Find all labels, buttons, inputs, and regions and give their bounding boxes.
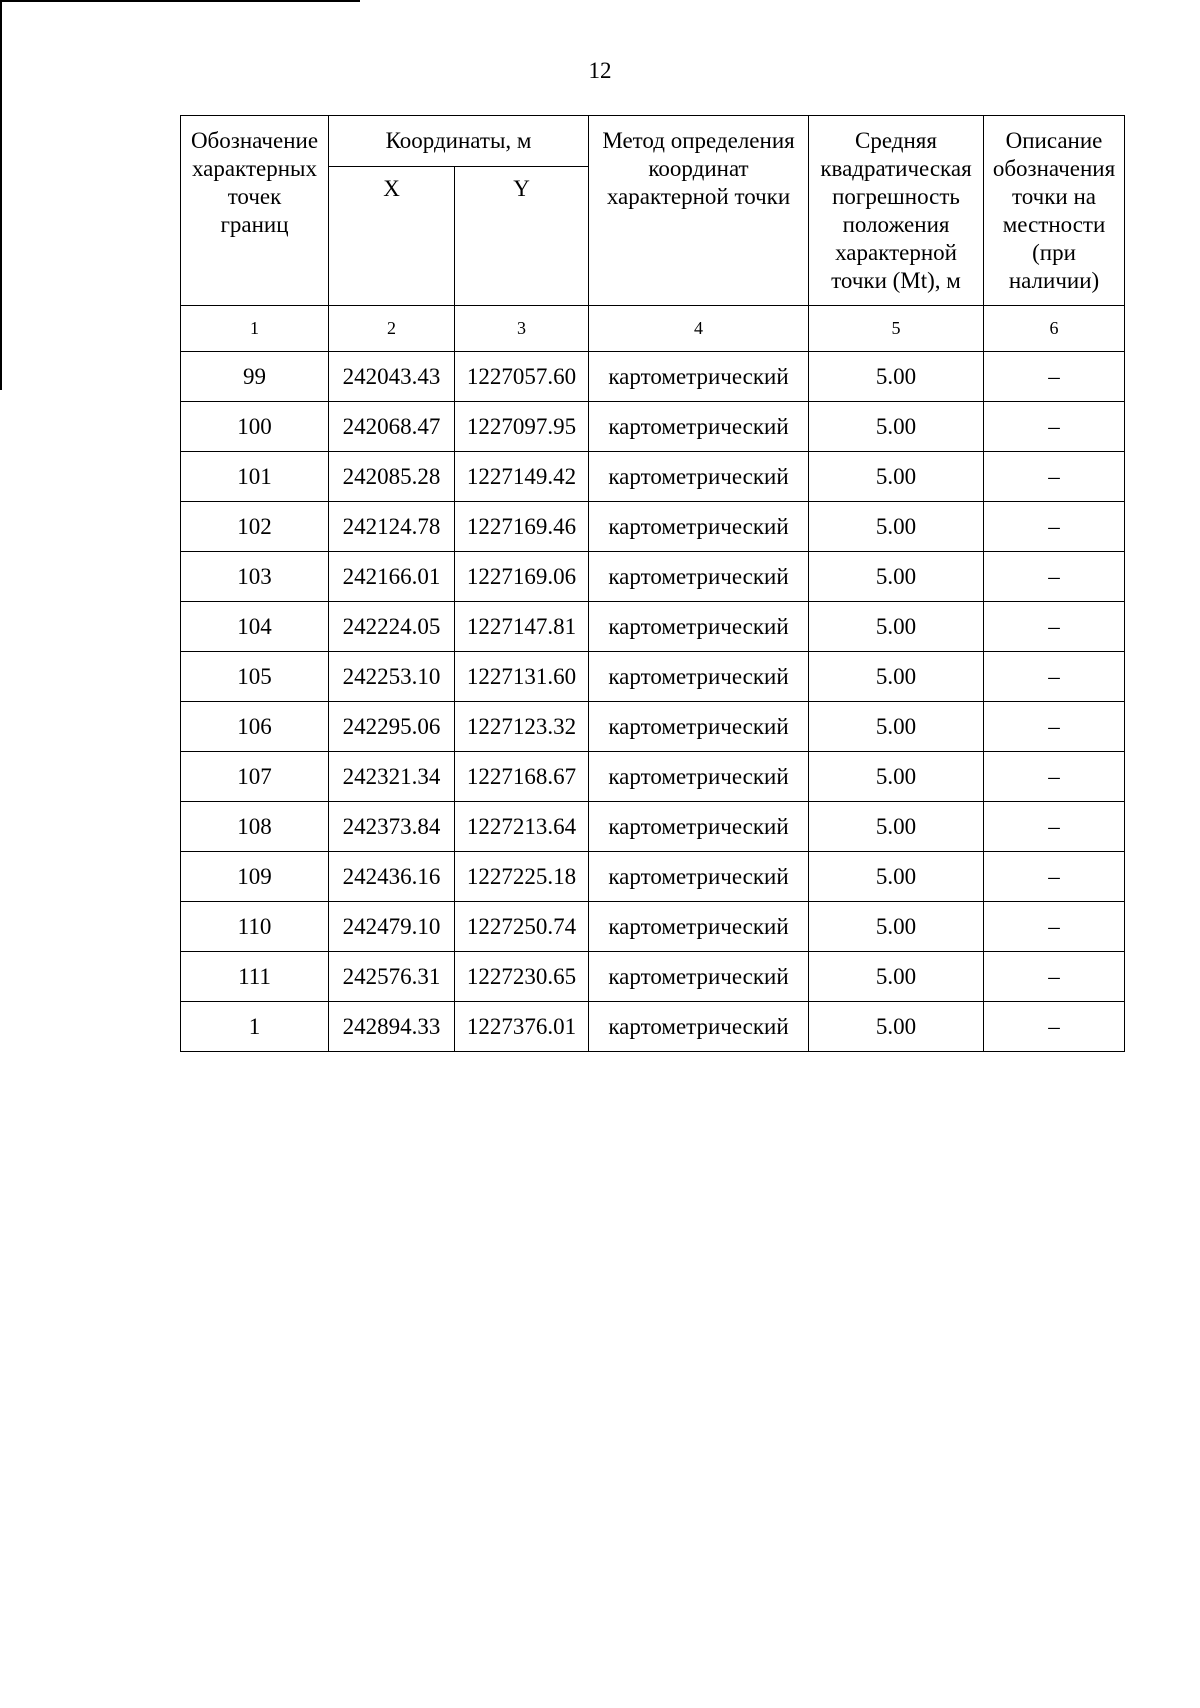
error-cell: 5.00 — [809, 402, 984, 452]
y-cell: 1227057.60 — [455, 352, 589, 402]
header-method: Метод определения координат характерной точки — [589, 116, 809, 306]
column-number: 1 — [181, 306, 329, 352]
x-cell: 242576.31 — [329, 952, 455, 1002]
table-row — [181, 902, 1125, 952]
header-y: Y — [455, 167, 589, 306]
coordinates-table — [180, 115, 1125, 1052]
error-cell: 5.00 — [809, 452, 984, 502]
point-cell: 103 — [181, 552, 329, 602]
column-number: 3 — [455, 306, 589, 352]
y-cell: 1227250.74 — [455, 902, 589, 952]
method-cell: картометрический — [589, 702, 809, 752]
method-cell: картометрический — [589, 602, 809, 652]
x-cell: 242479.10 — [329, 902, 455, 952]
table-row — [181, 752, 1125, 802]
column-number: 5 — [809, 306, 984, 352]
table-row — [181, 552, 1125, 602]
description-cell: – — [984, 502, 1125, 552]
x-cell: 242253.10 — [329, 652, 455, 702]
description-cell: – — [984, 852, 1125, 902]
method-cell: картометрический — [589, 352, 809, 402]
y-cell: 1227213.64 — [455, 802, 589, 852]
page-number: 12 — [588, 58, 612, 83]
method-cell: картометрический — [589, 402, 809, 452]
y-cell: 1227169.06 — [455, 552, 589, 602]
column-number: 6 — [984, 306, 1125, 352]
point-cell: 104 — [181, 602, 329, 652]
description-cell: – — [984, 652, 1125, 702]
error-cell: 5.00 — [809, 652, 984, 702]
description-cell: – — [984, 902, 1125, 952]
table-row — [181, 502, 1125, 552]
error-cell: 5.00 — [809, 902, 984, 952]
column-numbers-row — [181, 306, 1125, 352]
method-cell: картометрический — [589, 652, 809, 702]
column-number: 4 — [589, 306, 809, 352]
error-cell: 5.00 — [809, 602, 984, 652]
x-cell: 242321.34 — [329, 752, 455, 802]
x-cell: 242224.05 — [329, 602, 455, 652]
x-cell: 242085.28 — [329, 452, 455, 502]
y-cell: 1227123.32 — [455, 702, 589, 752]
y-cell: 1227230.65 — [455, 952, 589, 1002]
y-cell: 1227097.95 — [455, 402, 589, 452]
point-cell: 109 — [181, 852, 329, 902]
x-cell: 242068.47 — [329, 402, 455, 452]
error-cell: 5.00 — [809, 502, 984, 552]
table-row — [181, 702, 1125, 752]
error-cell: 5.00 — [809, 352, 984, 402]
description-cell: – — [984, 452, 1125, 502]
point-cell: 105 — [181, 652, 329, 702]
x-cell: 242166.01 — [329, 552, 455, 602]
y-cell: 1227169.46 — [455, 502, 589, 552]
point-cell: 1 — [181, 1002, 329, 1052]
table-row — [181, 652, 1125, 702]
method-cell: картометрический — [589, 952, 809, 1002]
error-cell: 5.00 — [809, 702, 984, 752]
x-cell: 242124.78 — [329, 502, 455, 552]
y-cell: 1227376.01 — [455, 1002, 589, 1052]
description-cell: – — [984, 352, 1125, 402]
header-description: Описание обозначения точки на местности (при наличии) — [984, 116, 1125, 306]
error-cell: 5.00 — [809, 802, 984, 852]
x-cell: 242436.16 — [329, 852, 455, 902]
table-row — [181, 852, 1125, 902]
description-cell: – — [984, 802, 1125, 852]
description-cell: – — [984, 552, 1125, 602]
y-cell: 1227149.42 — [455, 452, 589, 502]
header-error: Средняя квадратическая погрешность положения характерной точки (Mt), м — [809, 116, 984, 306]
error-cell: 5.00 — [809, 552, 984, 602]
header-coordinates: Координаты, м — [329, 116, 589, 167]
method-cell: картометрический — [589, 1002, 809, 1052]
point-cell: 111 — [181, 952, 329, 1002]
error-cell: 5.00 — [809, 852, 984, 902]
description-cell: – — [984, 952, 1125, 1002]
table-row — [181, 1002, 1125, 1052]
method-cell: картометрический — [589, 802, 809, 852]
description-cell: – — [984, 1002, 1125, 1052]
table-row — [181, 402, 1125, 452]
y-cell: 1227225.18 — [455, 852, 589, 902]
x-cell: 242894.33 — [329, 1002, 455, 1052]
table-row — [181, 352, 1125, 402]
description-cell: – — [984, 702, 1125, 752]
table-row — [181, 452, 1125, 502]
point-cell: 110 — [181, 902, 329, 952]
point-cell: 99 — [181, 352, 329, 402]
header-x: X — [329, 167, 455, 306]
method-cell: картометрический — [589, 852, 809, 902]
point-cell: 101 — [181, 452, 329, 502]
error-cell: 5.00 — [809, 952, 984, 1002]
scan-top-rule — [0, 0, 360, 2]
description-cell: – — [984, 602, 1125, 652]
point-cell: 106 — [181, 702, 329, 752]
error-cell: 5.00 — [809, 752, 984, 802]
table-row — [181, 602, 1125, 652]
point-cell: 108 — [181, 802, 329, 852]
y-cell: 1227168.67 — [455, 752, 589, 802]
point-cell: 102 — [181, 502, 329, 552]
y-cell: 1227131.60 — [455, 652, 589, 702]
method-cell: картометрический — [589, 552, 809, 602]
point-cell: 100 — [181, 402, 329, 452]
description-cell: – — [984, 752, 1125, 802]
x-cell: 242043.43 — [329, 352, 455, 402]
table-row — [181, 802, 1125, 852]
x-cell: 242295.06 — [329, 702, 455, 752]
method-cell: картометрический — [589, 452, 809, 502]
y-cell: 1227147.81 — [455, 602, 589, 652]
method-cell: картометрический — [589, 502, 809, 552]
error-cell: 5.00 — [809, 1002, 984, 1052]
header-designation: Обозначение характерных точек границ — [181, 116, 329, 306]
table-row — [181, 952, 1125, 1002]
method-cell: картометрический — [589, 902, 809, 952]
column-number: 2 — [329, 306, 455, 352]
point-cell: 107 — [181, 752, 329, 802]
method-cell: картометрический — [589, 752, 809, 802]
description-cell: – — [984, 402, 1125, 452]
x-cell: 242373.84 — [329, 802, 455, 852]
